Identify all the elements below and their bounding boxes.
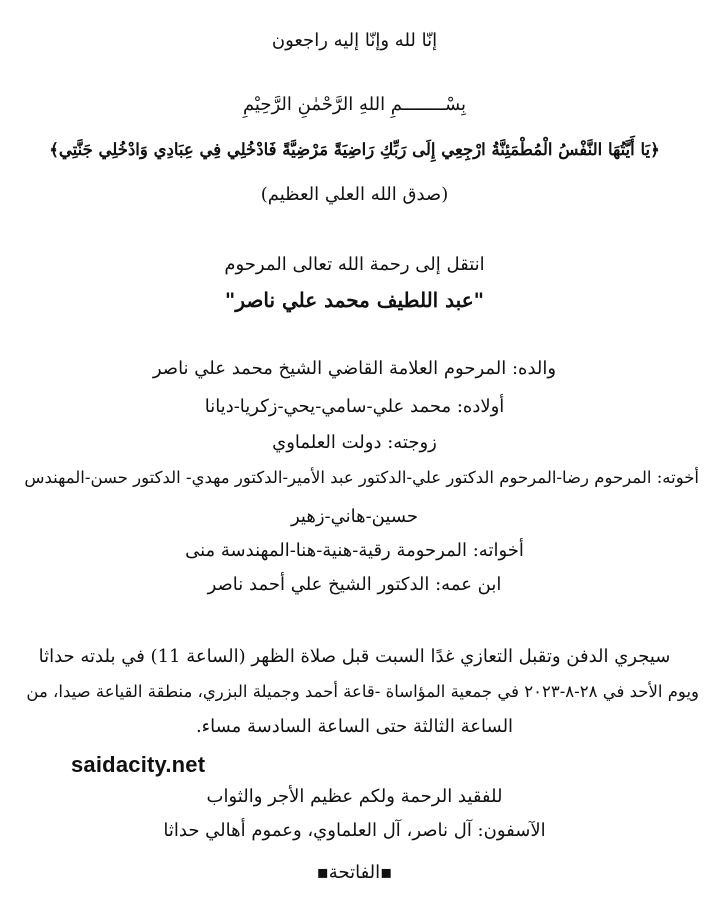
children-line: أولاده: محمد علي-سامي-يحي-زكريا-ديانا: [204, 396, 505, 417]
deceased-name: "عبد اللطيف محمد علي ناصر": [224, 288, 485, 312]
funeral-line-1: سيجري الدفن وتقبل التعازي غدًا السبت قبل صلاة الظهر (الساعة 11) في بلدته حداثا: [38, 646, 671, 667]
father-line: والده: المرحوم العلامة القاضي الشيخ محمد علي ناصر: [152, 358, 557, 379]
mourners-line: الآسفون: آل ناصر، آل العلماوي، وعموم أهالي حداثا: [163, 820, 546, 841]
announcement-intro: انتقل إلى رحمة الله تعالى المرحوم: [224, 254, 485, 275]
website-watermark: saidacity.net: [71, 752, 206, 777]
brothers-line-2: حسين-هاني-زهير: [290, 506, 419, 527]
basmala: بِسْــــــــمِ اللهِ الرَّحْمٰنِ الرَّحِيْمِ: [242, 94, 467, 115]
sadaq-line: (صدق الله العلي العظيم): [260, 184, 449, 205]
sisters-line: أخواته: المرحومة رقية-هنية-هنا-المهندسة منى: [185, 540, 524, 561]
funeral-line-3: الساعة الثالثة حتى الساعة السادسة مساء.: [195, 716, 514, 737]
cousin-line: ابن عمه: الدكتور الشيخ علي أحمد ناصر: [207, 574, 502, 595]
fatiha-line: ▪الفاتحة▪: [316, 862, 393, 883]
funeral-line-2: ويوم الأحد في ٢٨-٨-٢٠٢٣ في جمعية المؤاساة -قاعة أحمد وجميلة البزري، منطقة القياعة صيدا، من: [26, 682, 699, 701]
quran-verse: ﴿يَا أَيَّتُهَا النَّفْسُ الْمُطْمَئِنَّةُ ارْجِعِي إِلَى رَبِّكِ رَاضِيَةً مَرْضِيَّةً فَادْخُلِي فِي عِبَادِي وَادْخُلِي جَنَّتِي﴾: [49, 140, 660, 159]
brothers-line-1: أخوته: المرحوم رضا-المرحوم الدكتور علي-الدكتور عبد الأمير-الدكتور مهدي- الدكتور حسن-المهندس: [24, 468, 699, 487]
istirja-line: إنّا لله وإنّا إليه راجعون: [271, 30, 438, 51]
condolence-line: للفقيد الرحمة ولكم عظيم الأجر والثواب: [206, 786, 503, 807]
wife-line: زوجته: دولت العلماوي: [272, 432, 437, 453]
